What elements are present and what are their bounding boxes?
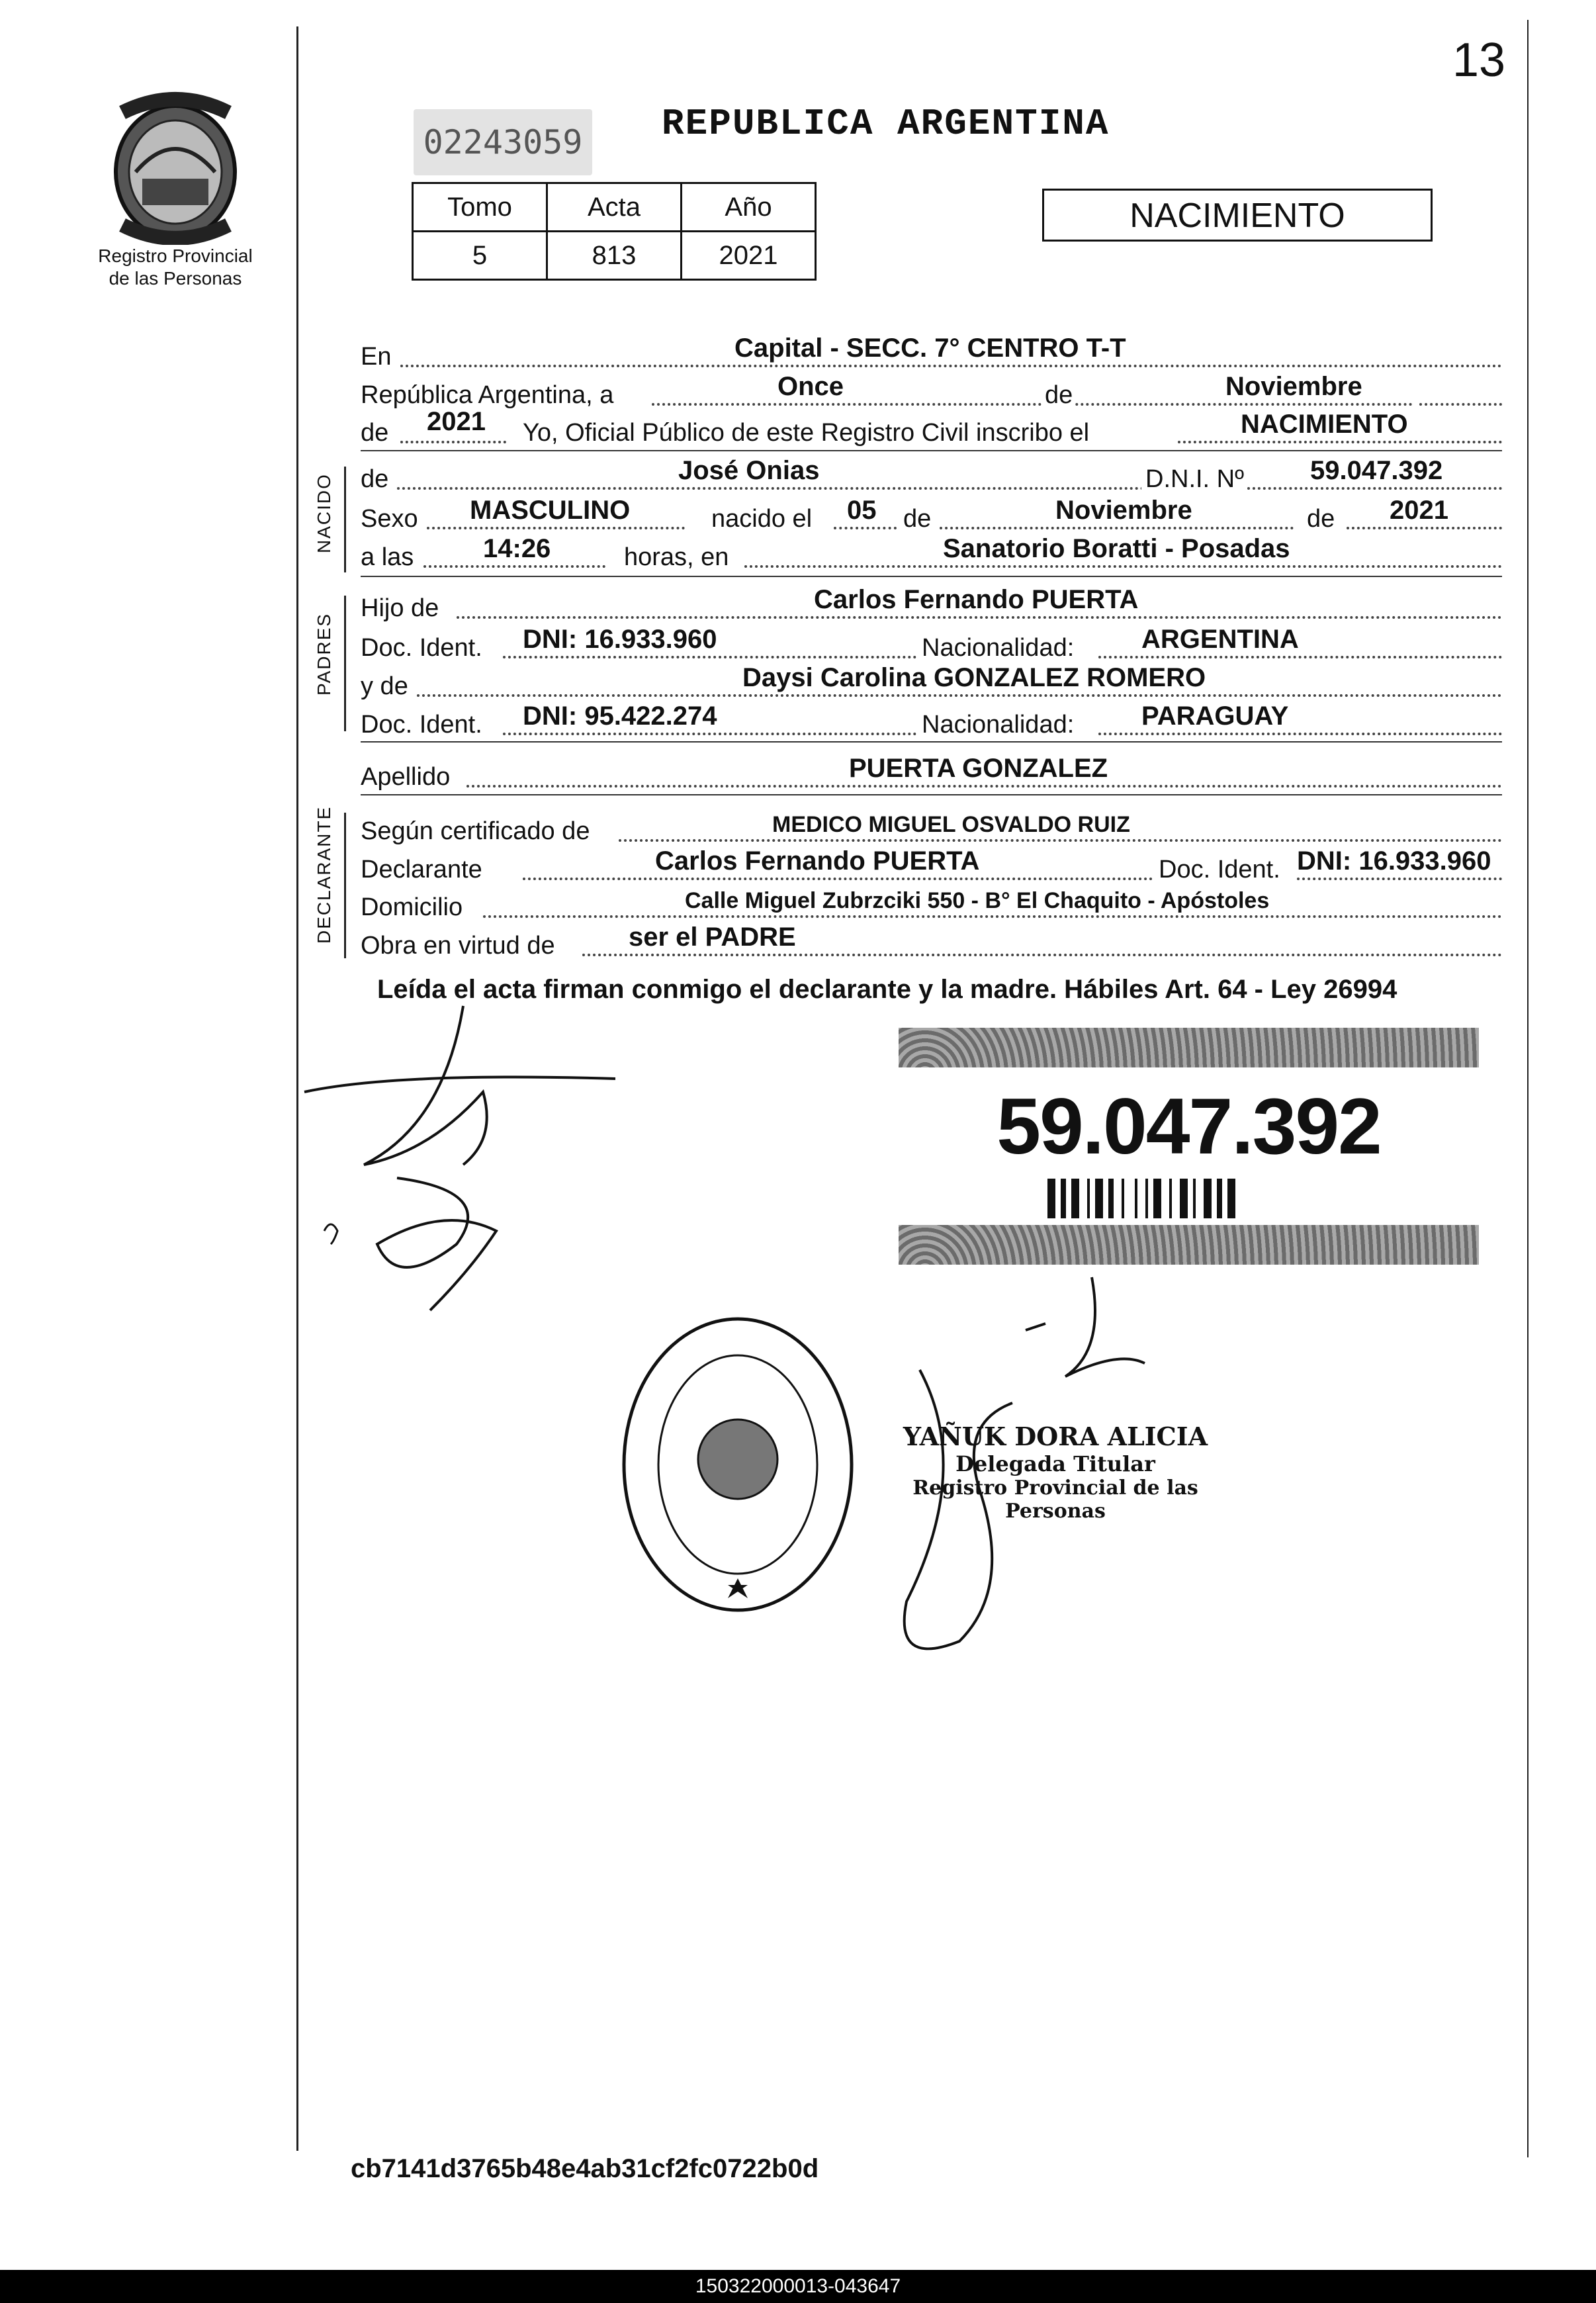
child-name-value: José Onias: [678, 456, 820, 485]
document-title: REPUBLICA ARGENTINA: [662, 103, 1110, 145]
inscribo-value: NACIMIENTO: [1241, 410, 1408, 439]
record-type-box: NACIMIENTO: [1042, 189, 1433, 242]
section-divider: [361, 794, 1502, 795]
logo-caption: [66, 245, 285, 290]
month-value: Noviembre: [1225, 372, 1362, 401]
footer-code: 150322000013-043647: [0, 2270, 1596, 2303]
row-obra: [361, 923, 1502, 962]
row-hijo-de: [361, 586, 1502, 624]
official-name: YAÑUK DORA ALICIA: [903, 1422, 1208, 1451]
domicilio-value: Calle Miguel Zubrzciki 550 - B° El Chaquito - Apóstoles: [685, 888, 1270, 913]
nacido-de-label3: de: [1307, 505, 1335, 533]
de-label: de: [1042, 381, 1075, 410]
right-margin-line: [1527, 20, 1529, 2157]
row-father-doc: [361, 625, 1502, 664]
apellido-value: PUERTA GONZALEZ: [849, 754, 1108, 783]
dotted-leader: [619, 839, 1502, 842]
dotted-leader: [1247, 487, 1502, 490]
dotted-leader: [423, 565, 605, 568]
register-value-anio: 2021: [682, 232, 816, 280]
dotted-leader: [400, 365, 1502, 367]
official-office: Registro Provincial de las Personas: [912, 1476, 1198, 1523]
dotted-leader: [523, 878, 1184, 880]
dotted-leader: [417, 694, 1502, 697]
nacido-de-label: de: [361, 465, 389, 493]
declarante-doc-label: Doc. Ident.: [1155, 856, 1284, 884]
dotted-leader: [457, 616, 1502, 619]
crest-icon: [96, 86, 255, 245]
row-en: [361, 334, 1502, 373]
seal-icon: [619, 1314, 857, 1615]
inscribo-label: Yo, Oficial Público de este Registro Civil inscribo el: [523, 419, 1090, 447]
declarante-value: Carlos Fernando PUERTA: [655, 846, 980, 876]
country-label: República Argentina, a: [361, 381, 614, 409]
domicilio-label: Domicilio: [361, 893, 463, 921]
nacido-el-label: nacido el: [711, 505, 813, 533]
dotted-leader: [744, 565, 1502, 568]
row-date: [361, 373, 1502, 411]
dotted-leader: [1098, 656, 1502, 658]
row-domicilio: [361, 885, 1502, 923]
register-value-tomo: 5: [413, 232, 547, 280]
padres-section-label: PADRES: [314, 612, 334, 696]
dotted-leader: [1347, 527, 1502, 529]
register-header-tomo: Tomo: [413, 183, 547, 232]
section-divider: [361, 576, 1502, 577]
sexo-label: Sexo: [361, 505, 418, 533]
province-crest-logo: [96, 86, 255, 245]
child-dni-value: 59.047.392: [1310, 456, 1443, 485]
nacido-section-label: NACIDO: [314, 473, 334, 553]
official-role: Delegada Titular: [955, 1451, 1155, 1476]
day-value: Once: [777, 372, 844, 401]
father-doc-value: DNI: 16.933.960: [523, 625, 717, 654]
dni-pattern-band-top: [899, 1028, 1479, 1067]
birth-place-value: Sanatorio Boratti - Posadas: [943, 534, 1290, 563]
obra-label: Obra en virtud de: [361, 932, 555, 960]
dotted-leader: [400, 441, 506, 443]
hijo-de-label: Hijo de: [361, 594, 439, 622]
row-inscribo: [361, 407, 1502, 449]
logo-caption-line1: Registro Provincial: [98, 246, 253, 266]
father-nat-label: Nacionalidad:: [918, 634, 1078, 662]
register-header-acta: Acta: [547, 183, 682, 232]
dotted-leader: [466, 785, 1502, 788]
dni-number-card: [899, 1028, 1479, 1265]
register-header-anio: Año: [682, 183, 816, 232]
father-name-value: Carlos Fernando PUERTA: [814, 585, 1139, 614]
mother-doc-label: Doc. Ident.: [361, 711, 482, 739]
father-nat-value: ARGENTINA: [1141, 625, 1299, 654]
row-sexo: [361, 496, 1502, 535]
register-table: [412, 182, 817, 281]
page-number: 13: [1452, 34, 1506, 87]
dotted-leader: [1098, 733, 1502, 735]
section-divider: [361, 741, 1502, 743]
row-y-de: [361, 664, 1502, 702]
horas-label: horas, en: [624, 543, 729, 571]
apellido-label: Apellido: [361, 763, 451, 791]
certificado-label: Según certificado de: [361, 817, 590, 845]
certificado-value: MEDICO MIGUEL OSVALDO RUIZ: [772, 812, 1130, 837]
dni-pattern-band-bottom: [899, 1225, 1479, 1265]
nacido-bracket: [344, 467, 346, 572]
row-apellido: [361, 754, 1502, 793]
dotted-leader: [427, 527, 685, 529]
dotted-leader: [397, 487, 1155, 490]
mother-nat-label: Nacionalidad:: [918, 711, 1078, 739]
row-declarante: [361, 847, 1502, 885]
a-las-label: a las: [361, 543, 414, 571]
legal-text: Leída el acta firman conmigo el declarante y la madre. Hábiles Art. 64 - Ley 26994: [377, 975, 1397, 1004]
mother-nat-value: PARAGUAY: [1141, 701, 1289, 731]
father-doc-label: Doc. Ident.: [361, 634, 482, 662]
birth-month-value: Noviembre: [1055, 496, 1192, 525]
serial-number-stamp: 02243059: [414, 109, 592, 175]
birth-day-value: 05: [847, 496, 877, 525]
row-hora: [361, 535, 1502, 573]
dotted-leader: [834, 527, 897, 529]
birth-year-value: 2021: [1390, 496, 1448, 525]
row-certificado: [361, 809, 1502, 847]
dotted-leader: [483, 915, 1502, 918]
dotted-leader: [940, 527, 1294, 529]
sexo-value: MASCULINO: [470, 496, 631, 525]
barcode-icon: [1047, 1179, 1339, 1218]
year-value: 2021: [427, 407, 486, 436]
de2-label: de: [361, 419, 389, 447]
dotted-leader: [1178, 441, 1502, 443]
declarante-section-label: DECLARANTE: [314, 805, 334, 944]
dotted-leader: [652, 403, 1413, 406]
dotted-leader: [1419, 403, 1502, 406]
en-label: En: [361, 343, 392, 371]
declarante-doc-value: DNI: 16.933.960: [1297, 846, 1491, 876]
nacido-de-label2: de: [903, 505, 932, 533]
mother-name-value: Daysi Carolina GONZALEZ ROMERO: [742, 663, 1206, 692]
declarant-signature: [298, 993, 629, 1317]
padres-bracket: [344, 596, 346, 731]
official-seal: [619, 1314, 857, 1615]
declarante-label: Declarante: [361, 856, 482, 883]
declarante-bracket: [344, 813, 346, 958]
birth-time-value: 14:26: [483, 534, 551, 563]
row-mother-doc: [361, 702, 1502, 741]
dotted-leader: [1297, 878, 1502, 880]
official-block: [883, 1422, 1227, 1523]
dni-card-number: 59.047.392: [997, 1082, 1381, 1171]
y-de-label: y de: [361, 672, 408, 700]
logo-caption-line2: de las Personas: [109, 268, 242, 289]
row-name: [361, 457, 1502, 495]
dni-label: D.N.I. Nº: [1141, 465, 1248, 494]
register-value-acta: 813: [547, 232, 682, 280]
mother-doc-value: DNI: 95.422.274: [523, 701, 717, 731]
dotted-leader: [582, 954, 1502, 956]
obra-value: ser el PADRE: [629, 923, 796, 952]
en-value: Capital - SECC. 7° CENTRO T-T: [734, 334, 1126, 363]
section-divider: [361, 450, 1502, 451]
document-hash: cb7141d3765b48e4ab31cf2fc0722b0d: [351, 2154, 819, 2183]
